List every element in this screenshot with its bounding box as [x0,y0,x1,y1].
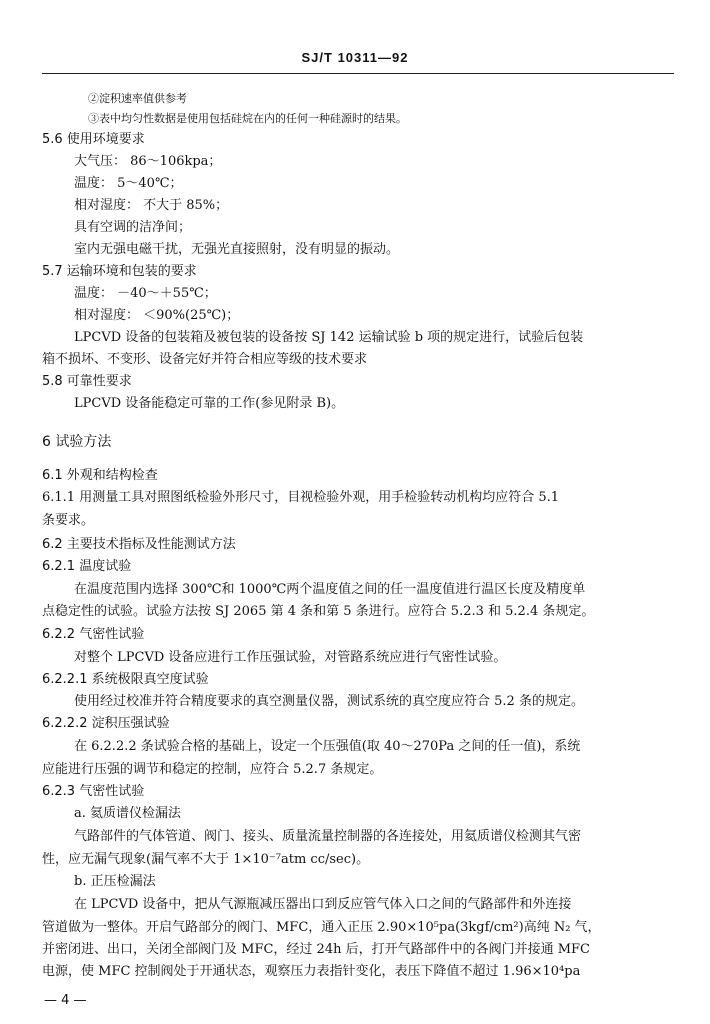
pressure-leak-test-line-2: 管道做为一整体。开启气路部分的阀门、MFC，通入正压 2.90×10⁵pa(3kgf/cm²)高纯 N₂ 气， [42,920,601,935]
section-6-2-1-line-1: 在温度范围内选择 300℃和 1000℃两个温度值之间的任一温度值进行温区长度及精度单 [74,582,586,597]
transport-packaging-1: LPCVD 设备的包装箱及被包装的设备按 SJ 142 运输试验 b 项的规定进行，试验后包装 [74,330,584,345]
section-5-8-title: 5.8 可靠性要求 [42,374,132,389]
section-6-2-1-line-2: 点稳定性的试验。试验方法按 SJ 2065 第 4 条和第 5 条进行。应符合 5.2.3 和 5.2.4 条规定。 [42,604,595,619]
transport-temperature: 温度： －40～＋55℃； [74,286,217,301]
section-6-2-2-1-title: 6.2.2.1 系统极限真空度试验 [42,672,209,687]
pressure-leak-test-line-1: 在 LPCVD 设备中，把从气源瓶减压器出口到反应管气体入口之间的气路部件和外连接 [74,897,572,912]
transport-packaging-2: 箱不损坏、不变形、设备完好并符合相应等级的技术要求 [42,352,368,367]
pressure-leak-test-line-3: 并密闭进、出口，关闭全部阀门及 MFC，经过 24h 后，打开气路部件中的各阀门并接通 MFC [42,942,590,957]
env-interference: 室内无强电磁干扰，无强光直接照射，没有明显的振动。 [74,242,400,257]
section-6-2-2-2-line-2: 应能进行压强的调节和稳定的控制，应符合 5.2.7 条规定。 [42,762,383,777]
section-6-title: 6 试验方法 [42,434,112,450]
section-6-1-1-line-2: 条要求。 [42,513,95,528]
section-5-7-title: 5.7 运输环境和包装的要求 [42,264,197,279]
helium-leak-test-line-2: 性，应无漏气现象(漏气率不大于 1×10⁻⁷atm cc/sec)。 [42,852,370,867]
section-6-2-2-2-title: 6.2.2.2 淀积压强试验 [42,716,170,731]
section-6-1-1-line-1: 6.1.1 用测量工具对照图纸检验外形尺寸，目视检验外观，用手检验转动机构均应符合 5.1 [42,490,560,505]
section-6-2-1-title: 6.2.1 温度试验 [42,559,132,574]
pressure-leak-test-title: b. 正压检漏法 [74,874,156,889]
section-6-2-2-title: 6.2.2 气密性试验 [42,627,145,642]
env-cleanroom: 具有空调的洁净间； [74,220,192,235]
env-humidity: 相对湿度： 不大于 85%； [74,198,229,213]
section-6-2-2-2-line-1: 在 6.2.2.2 条试验合格的基础上，设定一个压强值(取 40～270Pa 之间的任一值)，系统 [74,739,581,754]
section-5-6-title: 5.6 使用环境要求 [42,132,145,147]
reliability-text: LPCVD 设备能稳定可靠的工作(参见附录 B)。 [74,396,345,411]
helium-leak-test-line-1: 气路部件的气体管道、阀门、接头、质量流量控制器的各连接处，用氦质谱仪检测其气密 [74,829,582,844]
section-6-2-3-title: 6.2.3 气密性试验 [42,784,145,799]
section-6-2-title: 6.2 主要技术指标及性能测试方法 [42,537,236,552]
helium-leak-test-title: a. 氦质谱仪检漏法 [74,806,182,821]
page-number: — 4 — [44,993,87,1008]
note-3: ③表中均匀性数据是使用包括硅烷在内的任何一种硅源时的结果。 [88,112,407,125]
transport-humidity: 相对湿度： ＜90%(25℃)； [74,308,240,323]
section-6-1-title: 6.1 外观和结构检查 [42,468,158,483]
section-6-2-2-line-1: 对整个 LPCVD 设备应进行工作压强试验，对管路系统应进行气密性试验。 [74,650,507,665]
env-temperature: 温度： 5～40℃； [74,176,183,191]
header-rule [42,73,674,74]
env-pressure: 大气压： 86～106kpa； [74,154,222,169]
section-6-2-2-1-line-1: 使用经过校准并符合精度要求的真空测量仪器，测试系统的真空度应符合 5.2 条的规定。 [74,694,584,709]
standard-code: SJ/T 10311—92 [301,50,409,65]
pressure-leak-test-line-4: 电源，使 MFC 控制阀处于开通状态，观察压力表指针变化，表压下降值不超过 1.96×10⁴pa [42,964,581,979]
note-2: ②淀积速率值供参考 [88,92,187,105]
